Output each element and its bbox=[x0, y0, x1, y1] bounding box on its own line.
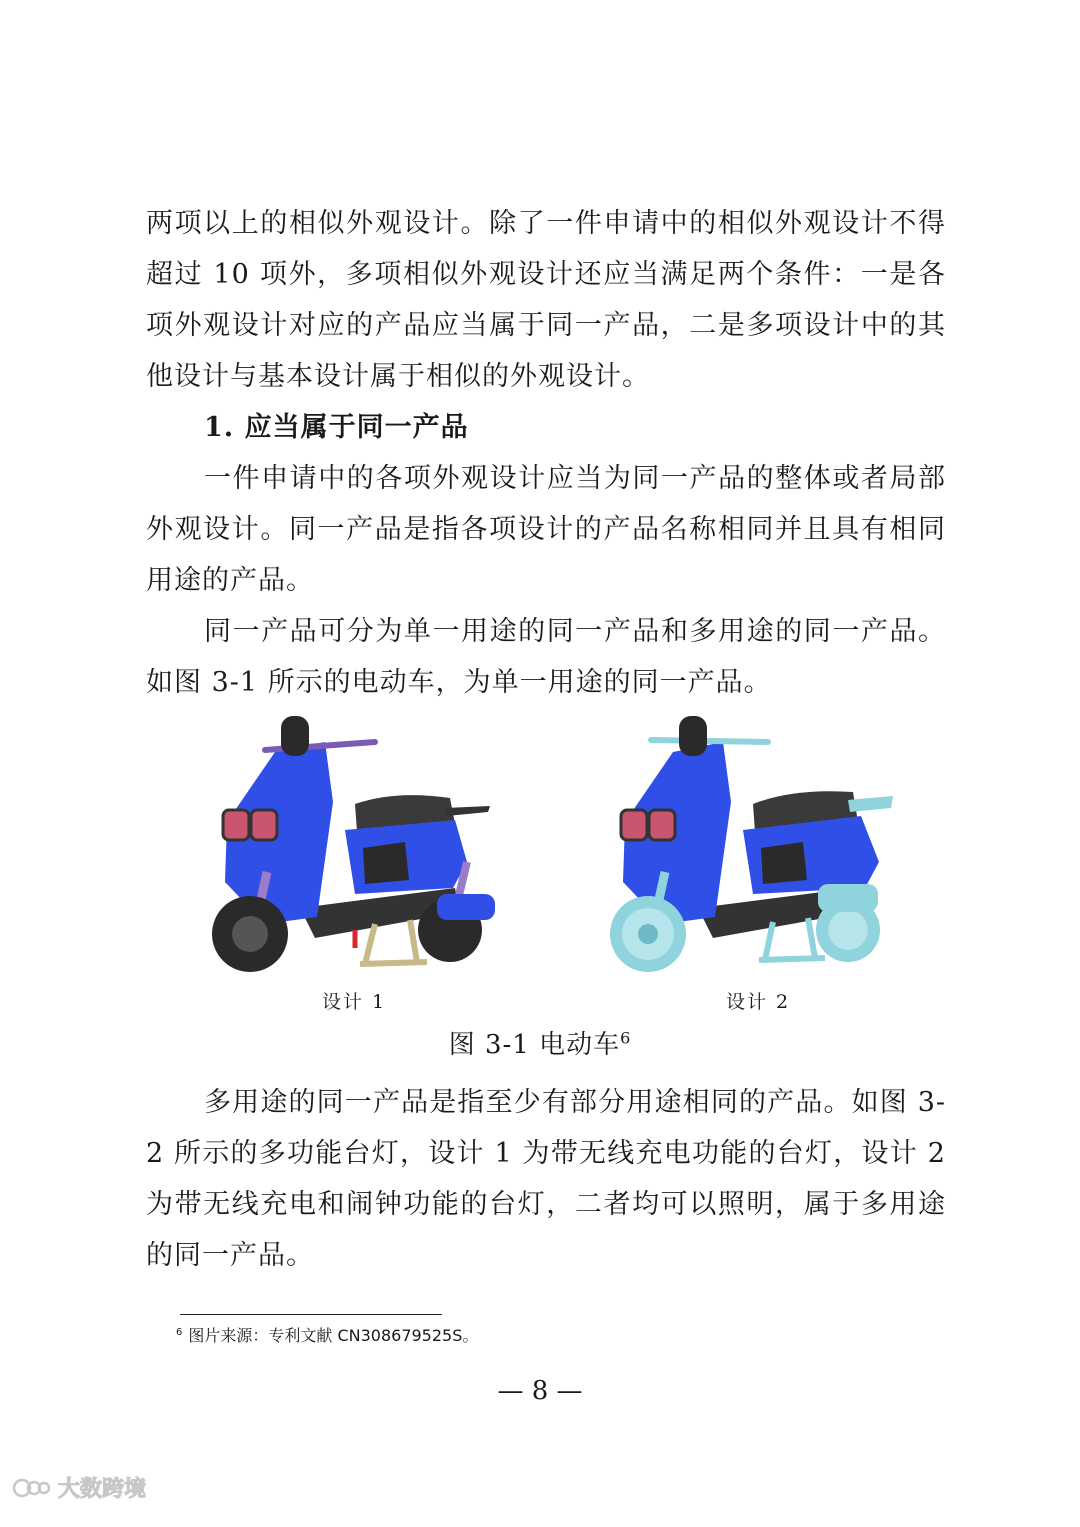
watermark bbox=[12, 1472, 146, 1503]
figure-caption-text: 图 3-1 电动车 bbox=[448, 1030, 621, 1060]
footnote-divider bbox=[180, 1314, 442, 1315]
figure-caption bbox=[0, 1024, 1080, 1061]
footnote bbox=[176, 1323, 478, 1346]
paragraph-2: 一件申请中的各项外观设计应当为同一产品的整体或者局部外观设计。同一产品是指各项设计的产品名称相同并且具有相同用途的产品。 bbox=[146, 463, 946, 596]
paragraph-3: 同一产品可分为单一用途的同一产品和多用途的同一产品。如图 3-1 所示的电动车，为单一用途的同一产品。 bbox=[146, 616, 946, 698]
figure-3-1 bbox=[0, 712, 1080, 1072]
design-2-label: 设计 2 bbox=[726, 991, 791, 1013]
footnote-number: 6 bbox=[176, 1326, 183, 1338]
design-1-label: 设计 1 bbox=[322, 991, 387, 1013]
watermark-text: 大数跨境 bbox=[58, 1477, 147, 1502]
footnote-ref[interactable]: 6 bbox=[620, 1028, 632, 1048]
brand-logo-icon bbox=[12, 1475, 52, 1501]
section-heading: 1. 应当属于同一产品 bbox=[204, 412, 469, 443]
paragraph-4: 多用途的同一产品是指至少有部分用途相同的产品。如图 3-2 所示的多功能台灯，设计 1 为带无线充电功能的台灯，设计 2 为带无线充电和闹钟功能的台灯，二者均可以照明，属于多用途的同一产品。 bbox=[146, 1087, 946, 1271]
body-text-continued bbox=[146, 1077, 946, 1281]
scooter-design-2-image bbox=[603, 712, 903, 974]
body-text bbox=[146, 198, 946, 708]
footnote-text: 图片来源：专利文献 CN308679525S。 bbox=[188, 1326, 479, 1345]
page-number: — 8 — bbox=[497, 1376, 583, 1406]
scooter-design-1-image bbox=[205, 712, 505, 974]
paragraph-1: 两项以上的相似外观设计。除了一件申请中的相似外观设计不得超过 10 项外，多项相似外观设计还应当满足两个条件：一是各项外观设计对应的产品应当属于同一产品，二是多项设计中的其他设计与基本设计属于相似的外观设计。 bbox=[146, 208, 946, 392]
